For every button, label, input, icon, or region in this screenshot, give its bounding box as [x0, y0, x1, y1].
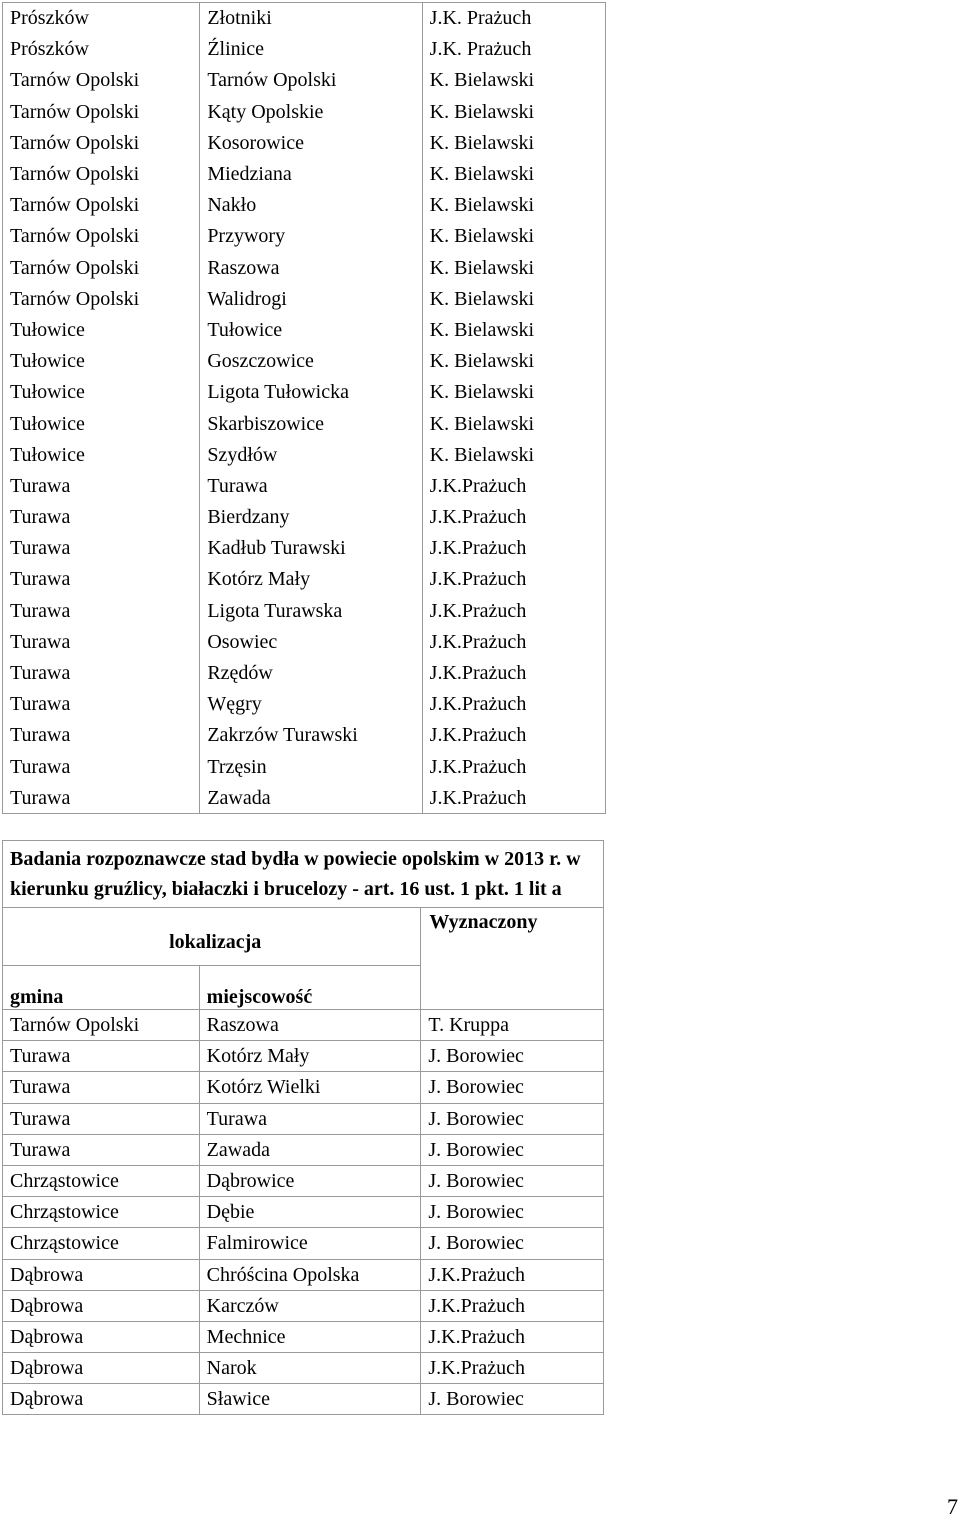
- miejscowosc-cell: Kotórz Mały: [199, 1041, 421, 1072]
- gmina-cell: Chrząstowice: [3, 1228, 200, 1259]
- wyznaczony-cell: K. Bielawski: [422, 158, 605, 189]
- miejscowosc-cell: Rzędów: [200, 657, 422, 688]
- table-row: [3, 1103, 604, 1134]
- gmina-cell: Dąbrowa: [3, 1290, 200, 1321]
- wyznaczony-cell: K. Bielawski: [422, 283, 605, 314]
- gmina-cell: Chrząstowice: [3, 1197, 200, 1228]
- wyznaczony-cell: J.K.Prażuch: [422, 470, 605, 501]
- miejscowosc-cell: Ligota Tułowicka: [200, 377, 422, 408]
- table-row: [3, 689, 606, 720]
- wyznaczony-cell: K. Bielawski: [422, 127, 605, 158]
- table-row: [3, 470, 606, 501]
- miejscowosc-cell: Zakrzów Turawski: [200, 720, 422, 751]
- wyznaczony-cell: K. Bielawski: [422, 346, 605, 377]
- gmina-cell: Tarnów Opolski: [3, 1010, 200, 1041]
- wyznaczony-cell: J. Borowiec: [421, 1072, 604, 1103]
- table-row: [3, 190, 606, 221]
- miejscowosc-cell: Tułowice: [200, 314, 422, 345]
- gmina-cell: Turawa: [3, 502, 200, 533]
- miejscowosc-cell: Zawada: [199, 1134, 421, 1165]
- gmina-cell: Tarnów Opolski: [3, 158, 200, 189]
- gmina-cell: Tarnów Opolski: [3, 190, 200, 221]
- wyznaczony-cell: K. Bielawski: [422, 221, 605, 252]
- table-row: [3, 252, 606, 283]
- table-row: [3, 127, 606, 158]
- gmina-cell: Turawa: [3, 626, 200, 657]
- table-row: [3, 502, 606, 533]
- gmina-cell: Tarnów Opolski: [3, 221, 200, 252]
- wyznaczony-cell: J.K.Prażuch: [422, 720, 605, 751]
- table-row: [3, 96, 606, 127]
- miejscowosc-cell: Miedziana: [200, 158, 422, 189]
- table-row: [3, 408, 606, 439]
- gmina-cell: Turawa: [3, 657, 200, 688]
- table-row: [3, 657, 606, 688]
- wyznaczony-cell: J.K.Prażuch: [422, 533, 605, 564]
- table-row: [3, 595, 606, 626]
- table-row: [3, 34, 606, 65]
- wyznaczony-cell: J.K.Prażuch: [422, 595, 605, 626]
- assignment-table: [2, 2, 606, 814]
- miejscowosc-cell: Raszowa: [199, 1010, 421, 1041]
- survey-table-title: Badania rozpoznawcze stad bydła w powiecie opolskim w 2013 r. w kierunku gruźlicy, białaczki i brucelozy - art. 16 ust. 1 pkt. 1 lit a: [3, 841, 604, 908]
- miejscowosc-cell: Bierdzany: [200, 502, 422, 533]
- miejscowosc-cell: Karczów: [199, 1290, 421, 1321]
- gmina-cell: Dąbrowa: [3, 1259, 200, 1290]
- wyznaczony-cell: K. Bielawski: [422, 439, 605, 470]
- table-row: [3, 377, 606, 408]
- gmina-cell: Chrząstowice: [3, 1165, 200, 1196]
- wyznaczony-cell: T. Kruppa: [421, 1010, 604, 1041]
- miejscowosc-cell: Przywory: [200, 221, 422, 252]
- miejscowosc-cell: Dąbrowice: [199, 1165, 421, 1196]
- miejscowosc-cell: Mechnice: [199, 1321, 421, 1352]
- table-row: [3, 1041, 604, 1072]
- table-row: [3, 1165, 604, 1196]
- gmina-cell: Tarnów Opolski: [3, 96, 200, 127]
- gmina-cell: Dąbrowa: [3, 1321, 200, 1352]
- gmina-cell: Tarnów Opolski: [3, 252, 200, 283]
- miejscowosc-cell: Goszczowice: [200, 346, 422, 377]
- wyznaczony-cell: J.K.Prażuch: [421, 1290, 604, 1321]
- gmina-cell: Tułowice: [3, 346, 200, 377]
- miejscowosc-cell: Źlinice: [200, 34, 422, 65]
- wyznaczony-cell: K. Bielawski: [422, 314, 605, 345]
- table-row: [3, 1321, 604, 1352]
- wyznaczony-cell: J.K. Prażuch: [422, 34, 605, 65]
- gmina-cell: Dąbrowa: [3, 1353, 200, 1384]
- header-lokalizacja: lokalizacja: [3, 908, 421, 966]
- miejscowosc-cell: Tarnów Opolski: [200, 65, 422, 96]
- wyznaczony-cell: J.K.Prażuch: [421, 1321, 604, 1352]
- gmina-cell: Tarnów Opolski: [3, 127, 200, 158]
- miejscowosc-cell: Ligota Turawska: [200, 595, 422, 626]
- gmina-cell: Tułowice: [3, 439, 200, 470]
- miejscowosc-cell: Trzęsin: [200, 751, 422, 782]
- table-row: [3, 439, 606, 470]
- wyznaczony-cell: J. Borowiec: [421, 1228, 604, 1259]
- wyznaczony-cell: K. Bielawski: [422, 96, 605, 127]
- header-gmina: gmina: [3, 966, 200, 1010]
- wyznaczony-cell: J. Borowiec: [421, 1197, 604, 1228]
- miejscowosc-cell: Raszowa: [200, 252, 422, 283]
- table-row: [3, 564, 606, 595]
- gmina-cell: Tułowice: [3, 377, 200, 408]
- wyznaczony-cell: J.K. Prażuch: [422, 3, 605, 34]
- wyznaczony-cell: J.K.Prażuch: [421, 1259, 604, 1290]
- wyznaczony-cell: J.K.Prażuch: [422, 751, 605, 782]
- miejscowosc-cell: Kąty Opolskie: [200, 96, 422, 127]
- wyznaczony-cell: K. Bielawski: [422, 377, 605, 408]
- table-row: [3, 283, 606, 314]
- table-row: [3, 626, 606, 657]
- wyznaczony-cell: K. Bielawski: [422, 65, 605, 96]
- miejscowosc-cell: Turawa: [200, 470, 422, 501]
- wyznaczony-cell: J. Borowiec: [421, 1384, 604, 1415]
- gmina-cell: Turawa: [3, 595, 200, 626]
- gmina-cell: Tułowice: [3, 408, 200, 439]
- miejscowosc-cell: Skarbiszowice: [200, 408, 422, 439]
- wyznaczony-cell: J. Borowiec: [421, 1165, 604, 1196]
- wyznaczony-cell: J.K.Prażuch: [422, 502, 605, 533]
- miejscowosc-cell: Narok: [199, 1353, 421, 1384]
- wyznaczony-cell: J.K.Prażuch: [422, 782, 605, 813]
- gmina-cell: Turawa: [3, 1041, 200, 1072]
- table-row: [3, 65, 606, 96]
- gmina-cell: Turawa: [3, 689, 200, 720]
- miejscowosc-cell: Szydłów: [200, 439, 422, 470]
- wyznaczony-cell: J.K.Prażuch: [421, 1353, 604, 1384]
- wyznaczony-cell: K. Bielawski: [422, 190, 605, 221]
- table-row: [3, 782, 606, 813]
- table-row: [3, 314, 606, 345]
- wyznaczony-cell: K. Bielawski: [422, 408, 605, 439]
- gmina-cell: Tułowice: [3, 314, 200, 345]
- wyznaczony-cell: J.K.Prażuch: [422, 657, 605, 688]
- gmina-cell: Turawa: [3, 533, 200, 564]
- table-row: [3, 158, 606, 189]
- survey-table: [2, 840, 604, 1415]
- table-row: [3, 1228, 604, 1259]
- gmina-cell: Turawa: [3, 1072, 200, 1103]
- gmina-cell: Dąbrowa: [3, 1384, 200, 1415]
- table-row: [3, 751, 606, 782]
- miejscowosc-cell: Chróścina Opolska: [199, 1259, 421, 1290]
- gmina-cell: Turawa: [3, 470, 200, 501]
- gmina-cell: Turawa: [3, 1134, 200, 1165]
- gmina-cell: Turawa: [3, 1103, 200, 1134]
- table-row: [3, 1290, 604, 1321]
- miejscowosc-cell: Falmirowice: [199, 1228, 421, 1259]
- miejscowosc-cell: Kadłub Turawski: [200, 533, 422, 564]
- table-row: [3, 720, 606, 751]
- gmina-cell: Turawa: [3, 564, 200, 595]
- wyznaczony-cell: J.K.Prażuch: [422, 626, 605, 657]
- miejscowosc-cell: Węgry: [200, 689, 422, 720]
- gmina-cell: Tarnów Opolski: [3, 283, 200, 314]
- table-row: [3, 221, 606, 252]
- table-row: [3, 346, 606, 377]
- table-row: [3, 533, 606, 564]
- table-row: [3, 1134, 604, 1165]
- wyznaczony-cell: J. Borowiec: [421, 1134, 604, 1165]
- table-row: [3, 3, 606, 34]
- miejscowosc-cell: Kotórz Wielki: [199, 1072, 421, 1103]
- table-row: [3, 1197, 604, 1228]
- miejscowosc-cell: Zawada: [200, 782, 422, 813]
- gmina-cell: Turawa: [3, 782, 200, 813]
- miejscowosc-cell: Sławice: [199, 1384, 421, 1415]
- page-number: 7: [947, 1494, 958, 1519]
- wyznaczony-cell: J.K.Prażuch: [422, 564, 605, 595]
- wyznaczony-cell: J.K.Prażuch: [422, 689, 605, 720]
- gmina-cell: Turawa: [3, 720, 200, 751]
- miejscowosc-cell: Nakło: [200, 190, 422, 221]
- table-row: [3, 1353, 604, 1384]
- wyznaczony-cell: K. Bielawski: [422, 252, 605, 283]
- gmina-cell: Prószków: [3, 34, 200, 65]
- header-wyznaczony: Wyznaczony: [421, 908, 604, 1010]
- gmina-cell: Tarnów Opolski: [3, 65, 200, 96]
- wyznaczony-cell: J. Borowiec: [421, 1041, 604, 1072]
- miejscowosc-cell: Kotórz Mały: [200, 564, 422, 595]
- wyznaczony-cell: J. Borowiec: [421, 1103, 604, 1134]
- gmina-cell: Prószków: [3, 3, 200, 34]
- miejscowosc-cell: Turawa: [199, 1103, 421, 1134]
- table-row: [3, 1072, 604, 1103]
- table-row: [3, 1259, 604, 1290]
- gmina-cell: Turawa: [3, 751, 200, 782]
- miejscowosc-cell: Kosorowice: [200, 127, 422, 158]
- miejscowosc-cell: Złotniki: [200, 3, 422, 34]
- table-row: [3, 1010, 604, 1041]
- miejscowosc-cell: Walidrogi: [200, 283, 422, 314]
- miejscowosc-cell: Osowiec: [200, 626, 422, 657]
- header-miejscowosc: miejscowość: [199, 966, 421, 1010]
- miejscowosc-cell: Dębie: [199, 1197, 421, 1228]
- table-row: [3, 1384, 604, 1415]
